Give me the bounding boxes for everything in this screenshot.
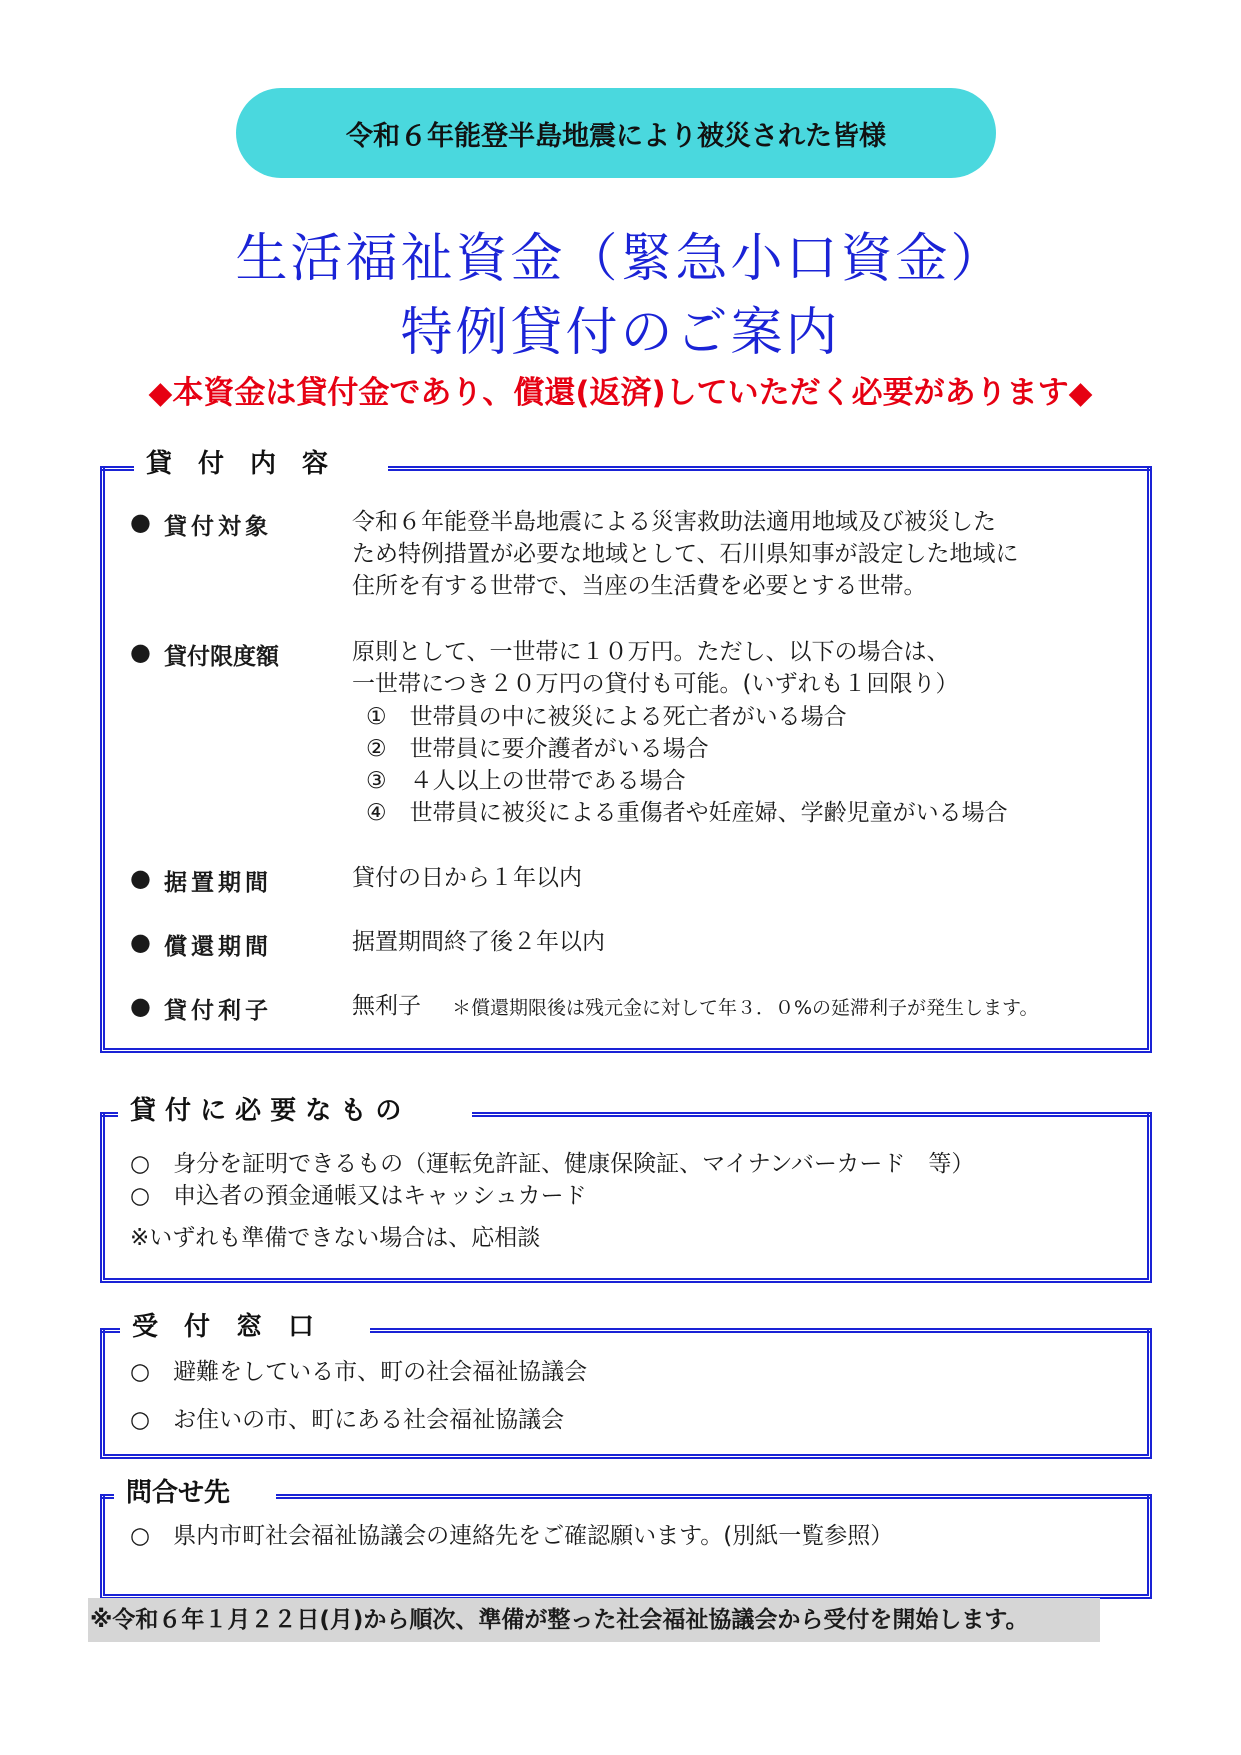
repayment-notice: ◆本資金は貸付金であり、償還(返済)していただく必要があります◆ bbox=[148, 375, 1093, 411]
interest-note: ＊償還期限後は残元金に対して年３．０%の延滞利子が発生します。 bbox=[452, 997, 1039, 1019]
required-item-1: ○ 身分を証明できるもの（運転免許証、健康保険証、マイナンバーカード 等） bbox=[130, 1151, 975, 1177]
bullet-icon: ● bbox=[130, 992, 151, 1020]
limit-case-1: ① 世帯員の中に被災による死亡者がいる場合 bbox=[366, 704, 847, 730]
limit-line-1: 原則として、一世帯に１０万円。ただし、以下の場合は、 bbox=[352, 639, 950, 665]
label-limit: 貸付限度額 bbox=[164, 644, 279, 670]
grace-value: 貸付の日から１年以内 bbox=[352, 865, 582, 891]
contact-heading: 問合せ先 bbox=[114, 1476, 276, 1510]
limit-case-4: ④ 世帯員に被災による重傷者や妊産婦、学齢児童がいる場合 bbox=[366, 800, 1008, 826]
target-line-1: 令和６年能登半島地震による災害救助法適用地域及び被災した bbox=[352, 509, 996, 535]
limit-case-3: ③ ４人以上の世帯である場合 bbox=[366, 768, 686, 794]
contact-item-1: ○ 県内市町社会福祉協議会の連絡先をご確認願います。(別紙一覧参照） bbox=[130, 1523, 894, 1549]
bullet-icon: ● bbox=[130, 508, 151, 536]
target-line-2: ため特例措置が必要な地域として、石川県知事が設定した地域に bbox=[352, 541, 1019, 567]
label-grace: 据置期間 bbox=[164, 870, 272, 896]
target-line-3: 住所を有する世帯で、当座の生活費を必要とする世帯。 bbox=[352, 573, 927, 599]
bullet-icon: ● bbox=[130, 928, 151, 956]
target-banner: 令和６年能登半島地震により被災された皆様 bbox=[236, 88, 996, 178]
repayment-value: 据置期間終了後２年以内 bbox=[352, 929, 605, 955]
label-repayment: 償還期間 bbox=[164, 934, 272, 960]
reception-item-2: ○ お住いの市、町にある社会福祉協議会 bbox=[130, 1407, 565, 1433]
bullet-icon: ● bbox=[130, 864, 151, 892]
interest-value: 無利子 bbox=[352, 993, 444, 1019]
required-items-heading: 貸 付 に 必 要 な も の bbox=[118, 1094, 472, 1128]
footer-start-notice: ※令和６年１月２２日(月)から順次、準備が整った社会福祉協議会から受付を開始します。 bbox=[88, 1598, 1100, 1642]
label-target: 貸付対象 bbox=[164, 514, 272, 540]
limit-case-2: ② 世帯員に要介護者がいる場合 bbox=[366, 736, 709, 762]
reception-item-1: ○ 避難をしている市、町の社会福祉協議会 bbox=[130, 1359, 588, 1385]
loan-details-heading: 貸 付 内 容 bbox=[134, 447, 388, 481]
bullet-icon: ● bbox=[130, 638, 151, 666]
reception-heading: 受 付 窓 口 bbox=[120, 1310, 370, 1344]
page-title-line2: 特例貸付のご案内 bbox=[400, 303, 841, 363]
reception-box bbox=[100, 1330, 1152, 1459]
required-item-2: ○ 申込者の預金通帳又はキャッシュカード bbox=[130, 1183, 587, 1209]
required-note: ※いずれも準備できない場合は、応相談 bbox=[130, 1225, 541, 1251]
label-interest: 貸付利子 bbox=[164, 998, 272, 1024]
page-title-line1: 生活福祉資金（緊急小口資金） bbox=[235, 229, 1006, 289]
limit-line-2: 一世帯につき２０万円の貸付も可能。(いずれも１回限り） bbox=[352, 671, 959, 697]
